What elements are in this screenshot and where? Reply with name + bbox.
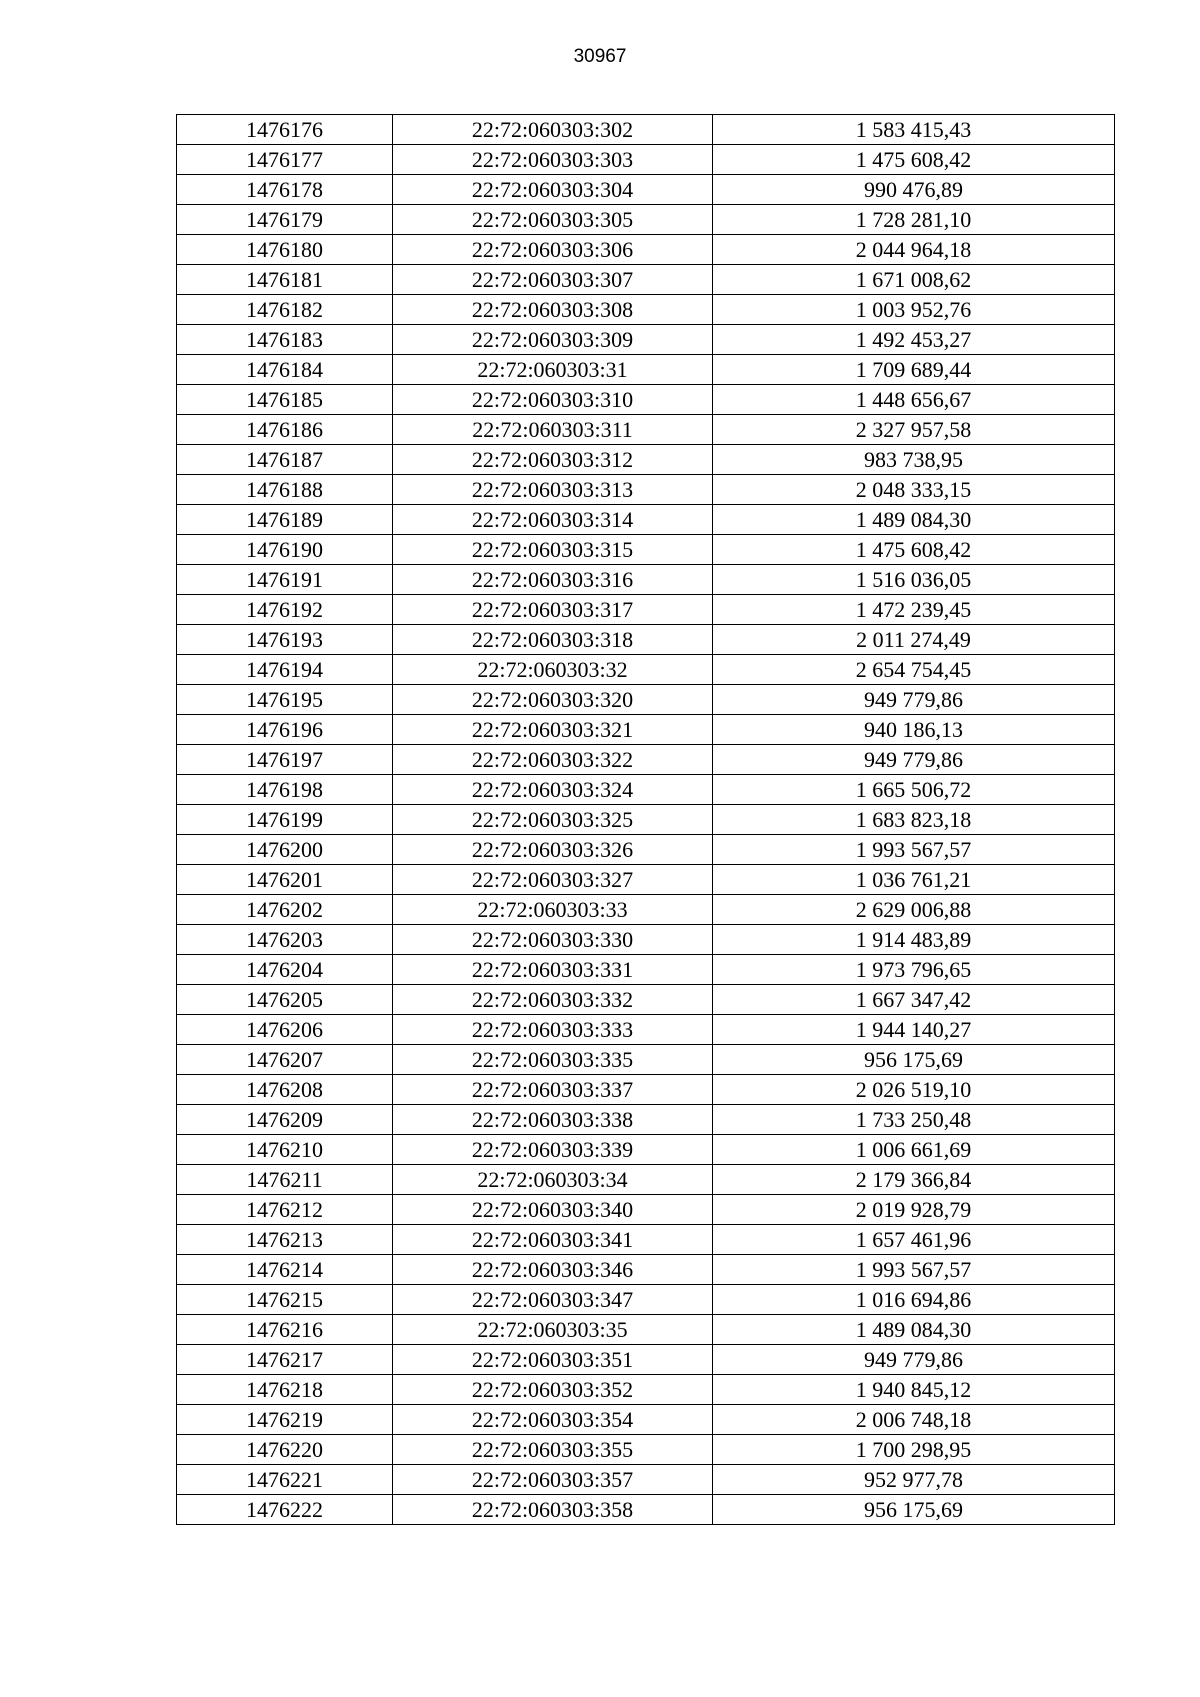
cadastral-value-cell: 2 006 748,18 <box>713 1405 1115 1435</box>
table-row <box>177 205 1115 235</box>
cadastral-value-cell: 1 944 140,27 <box>713 1015 1115 1045</box>
cadastral-number-cell: 22:72:060303:309 <box>393 325 713 355</box>
cadastral-number-cell: 22:72:060303:303 <box>393 145 713 175</box>
row-number-cell: 1476216 <box>177 1315 393 1345</box>
cadastral-value-cell: 1 016 694,86 <box>713 1285 1115 1315</box>
row-number-cell: 1476201 <box>177 865 393 895</box>
cadastral-number-cell: 22:72:060303:308 <box>393 295 713 325</box>
cadastral-number-cell: 22:72:060303:310 <box>393 385 713 415</box>
row-number-cell: 1476213 <box>177 1225 393 1255</box>
table-row <box>177 1225 1115 1255</box>
cadastral-value-cell: 1 700 298,95 <box>713 1435 1115 1465</box>
table-row <box>177 175 1115 205</box>
table-row <box>177 1015 1115 1045</box>
cadastral-value-cell: 1 006 661,69 <box>713 1135 1115 1165</box>
table-row <box>177 415 1115 445</box>
row-number-cell: 1476205 <box>177 985 393 1015</box>
row-number-cell: 1476199 <box>177 805 393 835</box>
cadastral-number-cell: 22:72:060303:318 <box>393 625 713 655</box>
table-row <box>177 1195 1115 1225</box>
table-row <box>177 1045 1115 1075</box>
table-row <box>177 385 1115 415</box>
cadastral-number-cell: 22:72:060303:337 <box>393 1075 713 1105</box>
table-row <box>177 565 1115 595</box>
cadastral-number-cell: 22:72:060303:313 <box>393 475 713 505</box>
row-number-cell: 1476210 <box>177 1135 393 1165</box>
cadastral-value-cell: 2 011 274,49 <box>713 625 1115 655</box>
row-number-cell: 1476209 <box>177 1105 393 1135</box>
row-number-cell: 1476197 <box>177 745 393 775</box>
cadastral-number-cell: 22:72:060303:354 <box>393 1405 713 1435</box>
table-row <box>177 355 1115 385</box>
table-row <box>177 1375 1115 1405</box>
cadastral-value-cell: 956 175,69 <box>713 1045 1115 1075</box>
cadastral-number-cell: 22:72:060303:307 <box>393 265 713 295</box>
row-number-cell: 1476196 <box>177 715 393 745</box>
cadastral-value-cell: 2 179 366,84 <box>713 1165 1115 1195</box>
row-number-cell: 1476194 <box>177 655 393 685</box>
row-number-cell: 1476207 <box>177 1045 393 1075</box>
cadastral-number-cell: 22:72:060303:341 <box>393 1225 713 1255</box>
cadastral-number-cell: 22:72:060303:306 <box>393 235 713 265</box>
cadastral-value-cell: 1 973 796,65 <box>713 955 1115 985</box>
table-row <box>177 805 1115 835</box>
page-number: 30967 <box>573 46 627 67</box>
cadastral-value-cell: 1 475 608,42 <box>713 145 1115 175</box>
row-number-cell: 1476183 <box>177 325 393 355</box>
cadastral-value-cell: 1 475 608,42 <box>713 535 1115 565</box>
row-number-cell: 1476195 <box>177 685 393 715</box>
table-row <box>177 1495 1115 1525</box>
table-row <box>177 1255 1115 1285</box>
cadastral-number-cell: 22:72:060303:302 <box>393 115 713 145</box>
table-row <box>177 835 1115 865</box>
cadastral-value-cell: 952 977,78 <box>713 1465 1115 1495</box>
row-number-cell: 1476184 <box>177 355 393 385</box>
cadastral-value-cell: 2 044 964,18 <box>713 235 1115 265</box>
cadastral-value-cell: 2 026 519,10 <box>713 1075 1115 1105</box>
cadastral-number-cell: 22:72:060303:33 <box>393 895 713 925</box>
table-row <box>177 235 1115 265</box>
row-number-cell: 1476193 <box>177 625 393 655</box>
row-number-cell: 1476186 <box>177 415 393 445</box>
row-number-cell: 1476177 <box>177 145 393 175</box>
cadastral-number-cell: 22:72:060303:330 <box>393 925 713 955</box>
cadastral-number-cell: 22:72:060303:358 <box>393 1495 713 1525</box>
row-number-cell: 1476218 <box>177 1375 393 1405</box>
cadastral-value-cell: 1 914 483,89 <box>713 925 1115 955</box>
row-number-cell: 1476200 <box>177 835 393 865</box>
row-number-cell: 1476179 <box>177 205 393 235</box>
cadastral-number-cell: 22:72:060303:338 <box>393 1105 713 1135</box>
row-number-cell: 1476190 <box>177 535 393 565</box>
cadastral-value-table <box>176 114 1115 1525</box>
row-number-cell: 1476212 <box>177 1195 393 1225</box>
cadastral-number-cell: 22:72:060303:331 <box>393 955 713 985</box>
cadastral-value-cell: 1 733 250,48 <box>713 1105 1115 1135</box>
cadastral-value-cell: 1 472 239,45 <box>713 595 1115 625</box>
table-row <box>177 535 1115 565</box>
cadastral-value-cell: 1 671 008,62 <box>713 265 1115 295</box>
row-number-cell: 1476204 <box>177 955 393 985</box>
cadastral-value-cell: 1 993 567,57 <box>713 1255 1115 1285</box>
cadastral-value-cell: 949 779,86 <box>713 1345 1115 1375</box>
table-row <box>177 685 1115 715</box>
cadastral-value-cell: 990 476,89 <box>713 175 1115 205</box>
cadastral-number-cell: 22:72:060303:355 <box>393 1435 713 1465</box>
cadastral-value-cell: 2 048 333,15 <box>713 475 1115 505</box>
row-number-cell: 1476178 <box>177 175 393 205</box>
table-row <box>177 715 1115 745</box>
table-row <box>177 1435 1115 1465</box>
cadastral-value-cell: 1 492 453,27 <box>713 325 1115 355</box>
cadastral-number-cell: 22:72:060303:332 <box>393 985 713 1015</box>
cadastral-number-cell: 22:72:060303:321 <box>393 715 713 745</box>
cadastral-number-cell: 22:72:060303:340 <box>393 1195 713 1225</box>
cadastral-number-cell: 22:72:060303:351 <box>393 1345 713 1375</box>
cadastral-value-cell: 1 583 415,43 <box>713 115 1115 145</box>
cadastral-value-cell: 956 175,69 <box>713 1495 1115 1525</box>
table-row <box>177 1075 1115 1105</box>
row-number-cell: 1476222 <box>177 1495 393 1525</box>
cadastral-number-cell: 22:72:060303:339 <box>393 1135 713 1165</box>
cadastral-value-cell: 1 489 084,30 <box>713 505 1115 535</box>
cadastral-value-cell: 1 993 567,57 <box>713 835 1115 865</box>
row-number-cell: 1476181 <box>177 265 393 295</box>
cadastral-number-cell: 22:72:060303:316 <box>393 565 713 595</box>
cadastral-number-cell: 22:72:060303:314 <box>393 505 713 535</box>
row-number-cell: 1476202 <box>177 895 393 925</box>
cadastral-value-cell: 949 779,86 <box>713 685 1115 715</box>
table-row <box>177 145 1115 175</box>
table-row <box>177 595 1115 625</box>
cadastral-value-cell: 2 019 928,79 <box>713 1195 1115 1225</box>
cadastral-value-cell: 940 186,13 <box>713 715 1115 745</box>
table-row <box>177 115 1115 145</box>
cadastral-number-cell: 22:72:060303:335 <box>393 1045 713 1075</box>
row-number-cell: 1476187 <box>177 445 393 475</box>
row-number-cell: 1476211 <box>177 1165 393 1195</box>
row-number-cell: 1476203 <box>177 925 393 955</box>
table-row <box>177 925 1115 955</box>
table-row <box>177 1315 1115 1345</box>
cadastral-number-cell: 22:72:060303:305 <box>393 205 713 235</box>
cadastral-number-cell: 22:72:060303:317 <box>393 595 713 625</box>
row-number-cell: 1476214 <box>177 1255 393 1285</box>
table-row <box>177 745 1115 775</box>
cadastral-value-cell: 2 327 957,58 <box>713 415 1115 445</box>
table-row <box>177 1285 1115 1315</box>
table-body <box>177 115 1115 1525</box>
row-number-cell: 1476189 <box>177 505 393 535</box>
row-number-cell: 1476217 <box>177 1345 393 1375</box>
table-row <box>177 1345 1115 1375</box>
cadastral-value-cell: 1 709 689,44 <box>713 355 1115 385</box>
cadastral-value-cell: 983 738,95 <box>713 445 1115 475</box>
cadastral-number-cell: 22:72:060303:311 <box>393 415 713 445</box>
row-number-cell: 1476182 <box>177 295 393 325</box>
cadastral-number-cell: 22:72:060303:346 <box>393 1255 713 1285</box>
table-row <box>177 1465 1115 1495</box>
row-number-cell: 1476188 <box>177 475 393 505</box>
table-row <box>177 295 1115 325</box>
cadastral-number-cell: 22:72:060303:34 <box>393 1165 713 1195</box>
cadastral-value-cell: 1 728 281,10 <box>713 205 1115 235</box>
cadastral-value-cell: 1 683 823,18 <box>713 805 1115 835</box>
cadastral-number-cell: 22:72:060303:320 <box>393 685 713 715</box>
table-row <box>177 895 1115 925</box>
cadastral-value-cell: 1 448 656,67 <box>713 385 1115 415</box>
table-row <box>177 1405 1115 1435</box>
cadastral-value-cell: 1 036 761,21 <box>713 865 1115 895</box>
table-row <box>177 1105 1115 1135</box>
row-number-cell: 1476192 <box>177 595 393 625</box>
row-number-cell: 1476191 <box>177 565 393 595</box>
table-row <box>177 955 1115 985</box>
table-row <box>177 1165 1115 1195</box>
table-row <box>177 1135 1115 1165</box>
cadastral-number-cell: 22:72:060303:315 <box>393 535 713 565</box>
table-row <box>177 475 1115 505</box>
cadastral-number-cell: 22:72:060303:326 <box>393 835 713 865</box>
row-number-cell: 1476180 <box>177 235 393 265</box>
cadastral-value-cell: 1 489 084,30 <box>713 1315 1115 1345</box>
row-number-cell: 1476176 <box>177 115 393 145</box>
cadastral-number-cell: 22:72:060303:312 <box>393 445 713 475</box>
cadastral-number-cell: 22:72:060303:35 <box>393 1315 713 1345</box>
cadastral-number-cell: 22:72:060303:325 <box>393 805 713 835</box>
table-row <box>177 625 1115 655</box>
table-row <box>177 265 1115 295</box>
row-number-cell: 1476221 <box>177 1465 393 1495</box>
cadastral-number-cell: 22:72:060303:333 <box>393 1015 713 1045</box>
row-number-cell: 1476185 <box>177 385 393 415</box>
table-row <box>177 445 1115 475</box>
cadastral-value-cell: 949 779,86 <box>713 745 1115 775</box>
cadastral-number-cell: 22:72:060303:327 <box>393 865 713 895</box>
cadastral-number-cell: 22:72:060303:347 <box>393 1285 713 1315</box>
row-number-cell: 1476215 <box>177 1285 393 1315</box>
row-number-cell: 1476208 <box>177 1075 393 1105</box>
row-number-cell: 1476220 <box>177 1435 393 1465</box>
table-row <box>177 775 1115 805</box>
table-row <box>177 985 1115 1015</box>
table-row <box>177 505 1115 535</box>
cadastral-number-cell: 22:72:060303:352 <box>393 1375 713 1405</box>
cadastral-value-cell: 1 003 952,76 <box>713 295 1115 325</box>
cadastral-value-cell: 2 654 754,45 <box>713 655 1115 685</box>
cadastral-value-cell: 1 665 506,72 <box>713 775 1115 805</box>
cadastral-value-cell: 1 667 347,42 <box>713 985 1115 1015</box>
cadastral-number-cell: 22:72:060303:322 <box>393 745 713 775</box>
cadastral-value-cell: 1 940 845,12 <box>713 1375 1115 1405</box>
cadastral-number-cell: 22:72:060303:324 <box>393 775 713 805</box>
table-row <box>177 325 1115 355</box>
table-row <box>177 655 1115 685</box>
cadastral-value-cell: 1 516 036,05 <box>713 565 1115 595</box>
row-number-cell: 1476219 <box>177 1405 393 1435</box>
cadastral-value-cell: 2 629 006,88 <box>713 895 1115 925</box>
cadastral-number-cell: 22:72:060303:31 <box>393 355 713 385</box>
cadastral-number-cell: 22:72:060303:304 <box>393 175 713 205</box>
cadastral-number-cell: 22:72:060303:32 <box>393 655 713 685</box>
table-row <box>177 865 1115 895</box>
cadastral-number-cell: 22:72:060303:357 <box>393 1465 713 1495</box>
cadastral-value-cell: 1 657 461,96 <box>713 1225 1115 1255</box>
row-number-cell: 1476206 <box>177 1015 393 1045</box>
row-number-cell: 1476198 <box>177 775 393 805</box>
